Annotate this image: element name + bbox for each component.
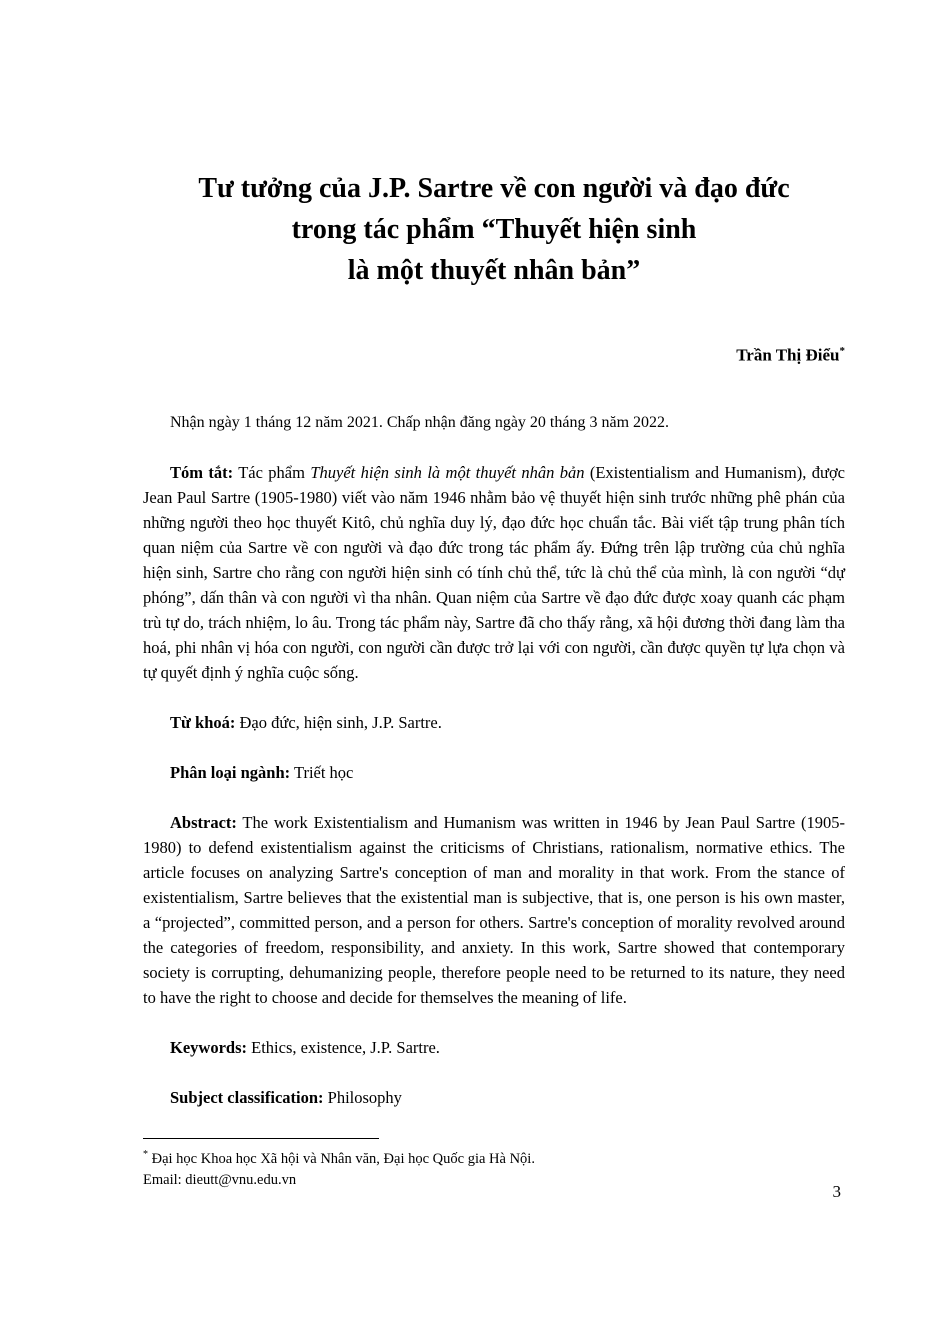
- footnote-marker: *: [143, 1148, 148, 1160]
- keywords-en-text: Ethics, existence, J.P. Sartre.: [247, 1037, 440, 1057]
- received-accepted-dates: Nhận ngày 1 tháng 12 năm 2021. Chấp nhận đăng ngày 20 tháng 3 năm 2022.: [170, 413, 670, 431]
- abstract-vi-work-title: Thuyết hiện sinh là một thuyết nhân bản: [310, 462, 585, 482]
- abstract-vi-text-post: (Existentialism and Humanism), được Jean Paul Sartre (1905-1980) viết vào năm 1946 nhằm bảo vệ thuyết hiện sinh trước những phê phán của những người theo học thuyết Kitô, chủ nghĩa duy lý, đạo đức học chuẩn tắc. Bài viết tập trung phân tích quan niệm của Sartre về con người và đạo đức trong tác phẩm ấy. Đứng trên lập trường của chủ nghĩa hiện sinh, Sartre cho rằng con người hiện sinh có tính chủ thể, tức là chủ thể của mình, là con người “dự phóng”, dấn thân và con người vì tha nhân. Quan niệm của Sartre về đạo đức được xoay quanh các phạm trù tự do, trách nhiệm, lo âu. Trong tác phẩm này, Sartre đã cho thấy rằng, xã hội đương thời đang làm tha hoá, phi nhân vị hóa con người, con người cần được trở lại với con người, cần được quyền tự lựa chọn và tự quyết định ý nghĩa cuộc sống.: [143, 462, 845, 682]
- classification-vi-text: Triết học: [290, 762, 354, 782]
- abstract-en-text: The work Existentialism and Humanism was written in 1946 by Jean Paul Sartre (1905-1980) to defend existentialism against the criticisms of Christians, rationalism, normative ethics. The article focuses on analyzing Sartre's conception of man and morality in that work. From the stance of existentialism, Sartre believes that the existential man is subjective, that is, one person is his own master, a “projected”, committed person, and a person for others. Sartre's conception of morality revolved around the categories of freedom, responsibility, and anxiety. In this work, Sartre showed that contemporary society is corrupting, dehumanizing people, therefore people need to be returned to its nature, they need to have the right to choose and decide for themselves the meaning of life.: [143, 812, 845, 1007]
- abstract-en-paragraph: [143, 810, 845, 1010]
- keywords-en-paragraph: [143, 1035, 845, 1060]
- title-line-2: trong tác phẩm “Thuyết hiện sinh: [291, 214, 697, 245]
- classification-vi-label: Phân loại ngành:: [170, 762, 291, 782]
- keywords-vi-text: Đạo đức, hiện sinh, J.P. Sartre.: [235, 712, 442, 732]
- keywords-vi-paragraph: [143, 710, 845, 735]
- abstract-vi-paragraph: [143, 460, 845, 685]
- footnote-block: [143, 1138, 845, 1192]
- author-line: [143, 341, 845, 366]
- title-line-1: Tư tưởng của J.P. Sartre về con người và đạo đức: [198, 173, 790, 204]
- footnote-email-line: [143, 1169, 845, 1191]
- author-footnote-marker: *: [839, 345, 845, 357]
- title-line-3: là một thuyết nhân bản”: [347, 255, 641, 286]
- author-name: Trần Thị Điểu: [736, 345, 840, 365]
- footnote-email-address: dieutt@vnu.edu.vn: [185, 1172, 297, 1189]
- abstract-vi-text-pre: Tác phẩm: [233, 462, 311, 482]
- footnote-affiliation-text: Đại học Khoa học Xã hội và Nhân văn, Đại học Quốc gia Hà Nội.: [151, 1150, 535, 1167]
- classification-vi-paragraph: [143, 760, 845, 785]
- keywords-vi-label: Từ khoá:: [170, 712, 236, 732]
- abstract-vi-label: Tóm tắt:: [170, 462, 234, 482]
- article-title: [143, 168, 845, 291]
- classification-en-text: Philosophy: [323, 1087, 402, 1107]
- abstract-en-label: Abstract:: [170, 812, 237, 832]
- classification-en-label: Subject classification:: [170, 1087, 324, 1107]
- footnote-affiliation-line: [143, 1144, 845, 1170]
- footnote-divider: [143, 1138, 379, 1139]
- keywords-en-label: Keywords:: [170, 1037, 247, 1057]
- classification-en-paragraph: [143, 1085, 845, 1110]
- footnote-email-label: Email:: [143, 1172, 186, 1189]
- page-number: 3: [832, 1182, 841, 1201]
